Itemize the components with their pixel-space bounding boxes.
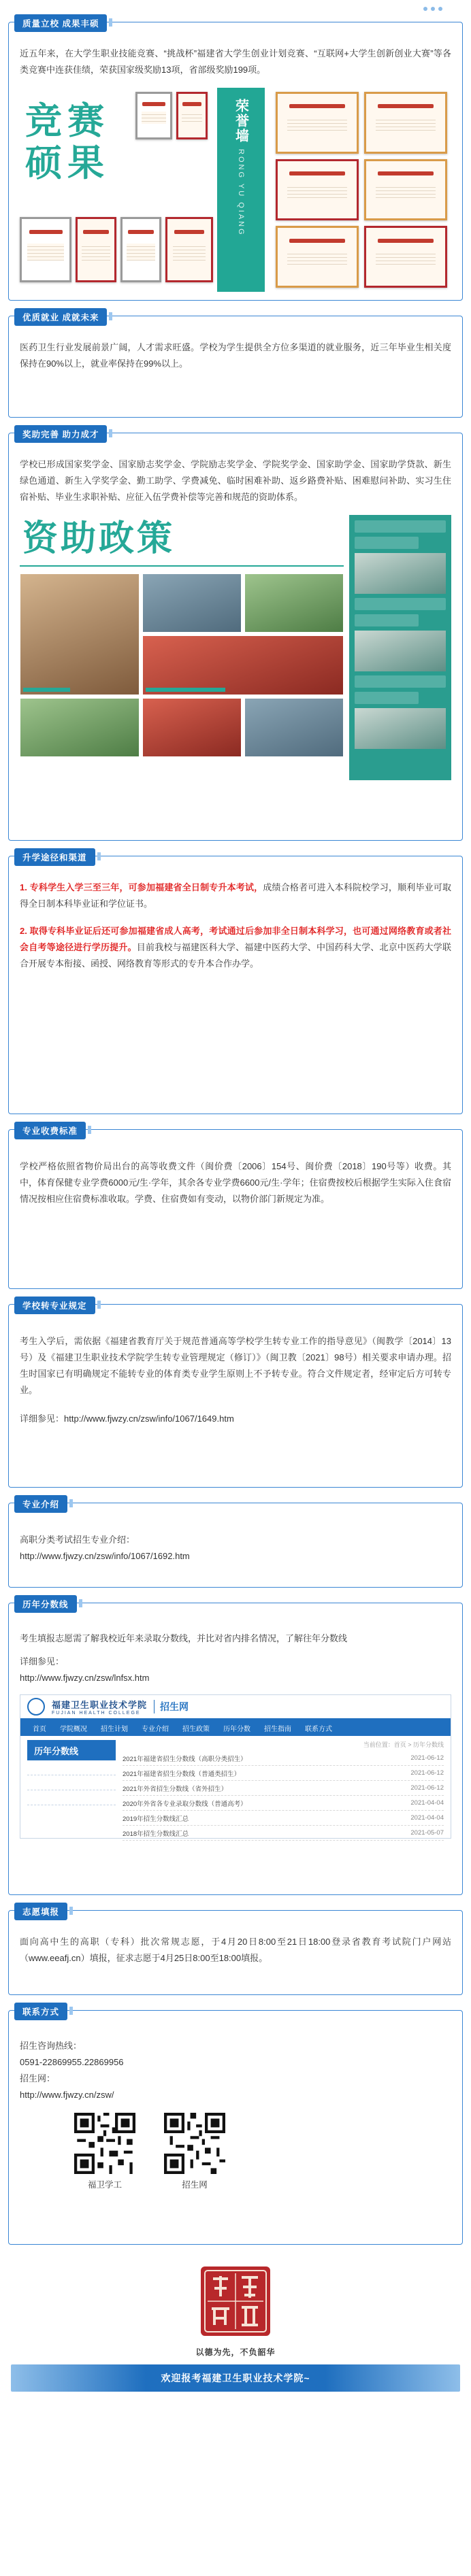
honor-panel bbox=[20, 88, 451, 292]
fees-text: 学校严格依照省物价局出台的高等收费文件（闽价费〔2006〕154号、闽价费〔2018〕190号等）收费。其中，体育保健专业学费6000元/生·学年，其余各专业学费6600元/生·学年；住宿费按校后根据学生实际入住食宿情况按相应住宿费标准收取。学费、住宿费如有变动，以物价部门新规定为准。 bbox=[20, 1161, 451, 1204]
qr-code-icon bbox=[164, 2113, 225, 2174]
aid-info-row bbox=[355, 520, 446, 533]
certificate-image bbox=[76, 217, 116, 282]
section-application bbox=[8, 1907, 463, 1995]
website-breadcrumb: 当前位置：首页 > 历年分数线 bbox=[363, 1741, 444, 1748]
section-title-employment: 优质就业 成就未来 bbox=[14, 308, 107, 326]
school-seal-icon bbox=[198, 2264, 273, 2339]
contact-site-link[interactable]: http://www.fjwzy.cn/zsw/ bbox=[20, 2090, 114, 2100]
scores-text: 考生填报志愿需了解我校近年来录取分数线，并比对省内排名情况，了解往年分数线 bbox=[20, 1633, 348, 1643]
footer-slogan-bar bbox=[11, 2364, 460, 2392]
promotion-text bbox=[20, 880, 451, 972]
aid-info-row bbox=[355, 614, 419, 626]
aid-right-panel bbox=[349, 515, 451, 780]
website-row-date: 2021-06-12 bbox=[410, 1769, 444, 1777]
aid-photo bbox=[355, 708, 446, 749]
promotion-p2-emphasis: 2. 取得专科毕业证后还可参加福建省成人高考，考试通过后参加非全日制本科学习，也可通过网络教育或者社会自考等途径进行学历提升。 bbox=[20, 926, 451, 952]
website-school-en: FUJIAN HEALTH COLLEGE bbox=[52, 1711, 141, 1716]
website-nav-item[interactable]: 学院概况 bbox=[60, 1725, 87, 1733]
aid-big-text: 资助政策 bbox=[22, 519, 176, 558]
aid-panel bbox=[20, 515, 451, 780]
scores-link[interactable]: http://www.fjwzy.cn/zsw/lnfsx.htm bbox=[20, 1673, 150, 1683]
website-nav-item[interactable]: 历年分数 bbox=[223, 1725, 250, 1733]
website-list-row[interactable] bbox=[123, 1796, 444, 1811]
section-employment bbox=[8, 313, 463, 418]
section-contact bbox=[8, 2007, 463, 2245]
section-scores bbox=[8, 1600, 463, 1895]
website-row-title: 2021年福建省招生分数线（普通类招生） bbox=[123, 1770, 241, 1778]
certificate-image bbox=[120, 217, 161, 282]
honor-wall-subtitle: RONG YU QIANG bbox=[237, 149, 245, 237]
website-row-title: 2018年招生分数线汇总 bbox=[123, 1830, 189, 1838]
section-title-aid: 奖助完善 助力成才 bbox=[14, 425, 107, 443]
aid-info-row bbox=[355, 537, 419, 549]
scores-detail-label: 详细参见： bbox=[20, 1656, 65, 1667]
majors-line: 高职分类考试招生专业介绍： bbox=[20, 1535, 135, 1545]
promotion-paragraph-2 bbox=[20, 923, 451, 972]
website-list-row[interactable] bbox=[123, 1826, 444, 1841]
certificate-image bbox=[364, 92, 447, 154]
qr-code-row bbox=[20, 2113, 451, 2190]
website-header bbox=[20, 1695, 451, 1720]
website-nav-item[interactable]: 招生指南 bbox=[264, 1725, 291, 1733]
section-majors bbox=[8, 1500, 463, 1588]
promotion-paragraph-1 bbox=[20, 880, 451, 912]
section-transfer bbox=[8, 1301, 463, 1488]
aid-divider bbox=[20, 565, 344, 567]
aid-left-panel bbox=[20, 515, 344, 780]
honor-text: 近五年来，在大学生职业技能竞赛、“挑战杯”福建省大学生创业计划竞赛、“互联网+大学生创新创业大赛”等各类竞赛中连获佳绩，荣获国家级奖励13项，省部级奖励199项。 bbox=[20, 48, 451, 75]
transfer-text: 考生入学后，需依据《福建省教育厅关于规范普通高等学校学生转专业工作的指导意见》（闽教学〔2014〕13号）及《福建卫生职业技术学院学生转专业管理规定（修订）》（闽卫教〔2021〕98号）相关要求申请办理。招生时国家已有明确规定不能转专业的体育类专业学生原则上不予转专业。符合文件规定者，经审定后方可转专业。 bbox=[20, 1336, 451, 1395]
section-title-honor: 质量立校 成果丰硕 bbox=[14, 14, 107, 32]
promotion-p1-emphasis: 1. 专科学生入学三至三年，可参加福建省全日制专升本考试， bbox=[20, 882, 263, 892]
website-body bbox=[20, 1736, 451, 1845]
employment-text: 医药卫生行业发展前景广阔，人才需求旺盛。学校为学生提供全方位多渠道的就业服务，近三年毕业生相关度保持在90%以上，就业率保持在99%以上。 bbox=[20, 342, 451, 369]
section-title-promotion: 升学途径和渠道 bbox=[14, 848, 95, 866]
honor-wall-banner bbox=[217, 88, 265, 292]
dots-decoration bbox=[423, 7, 442, 11]
website-sidebar-title: 历年分数线 bbox=[27, 1740, 116, 1760]
aid-photo bbox=[244, 698, 344, 757]
section-aid bbox=[8, 430, 463, 841]
website-row-date: 2021-05-07 bbox=[410, 1829, 444, 1837]
section-title-contact: 联系方式 bbox=[14, 2003, 67, 2020]
section-title-scores: 历年分数线 bbox=[14, 1595, 77, 1613]
website-row-title: 2021年外省招生分数线（省外招生） bbox=[123, 1785, 228, 1793]
aid-photo-grid bbox=[20, 573, 344, 757]
aid-photo bbox=[244, 573, 344, 633]
website-row-title: 2021年福建省招生分数线（高职分类招生） bbox=[123, 1755, 247, 1763]
honor-wall-title: 荣誉墙 bbox=[233, 99, 248, 144]
honor-big-text: 竞赛 硕果 bbox=[25, 99, 110, 184]
certificate-image bbox=[165, 217, 213, 282]
aid-info-row bbox=[355, 598, 446, 610]
school-logo-icon bbox=[27, 1698, 45, 1716]
website-row-date: 2021-04-04 bbox=[410, 1814, 444, 1822]
contact-site-label: 招生网： bbox=[20, 2073, 56, 2084]
majors-link[interactable]: http://www.fjwzy.cn/zsw/info/1067/1692.htm bbox=[20, 1551, 190, 1561]
footer-motto: 以德为先，不负韶华 bbox=[195, 2347, 276, 2357]
honor-left-panel bbox=[20, 88, 210, 292]
certificate-image bbox=[135, 92, 172, 139]
certificate-image bbox=[276, 92, 359, 154]
section-title-application: 志愿填报 bbox=[14, 1903, 67, 1920]
website-list-row[interactable] bbox=[123, 1766, 444, 1781]
honor-cert-row bbox=[135, 92, 210, 139]
section-title-fees: 专业收费标准 bbox=[14, 1122, 86, 1139]
qr-code-item bbox=[74, 2113, 135, 2190]
qr-code-icon bbox=[74, 2113, 135, 2174]
website-sidebar bbox=[27, 1740, 116, 1841]
promotion-p1-rest: 成绩合格者可进入本科院校学习，顺利毕业可取得全日制本科毕业证和学位证书。 bbox=[20, 882, 451, 909]
certificate-image bbox=[20, 217, 71, 282]
honor-cert-row bbox=[20, 217, 217, 282]
website-nav-item[interactable]: 专业介绍 bbox=[142, 1725, 169, 1733]
aid-photo bbox=[142, 698, 242, 757]
website-list bbox=[123, 1740, 444, 1841]
website-row-date: 2021-06-12 bbox=[410, 1784, 444, 1792]
website-nav bbox=[20, 1720, 451, 1736]
section-title-majors: 专业介绍 bbox=[14, 1495, 67, 1513]
transfer-detail bbox=[20, 1411, 451, 1427]
website-nav-item[interactable]: 招生政策 bbox=[182, 1725, 210, 1733]
aid-photo bbox=[142, 635, 344, 695]
section-title-transfer: 学校转专业规定 bbox=[14, 1297, 95, 1314]
certificate-image bbox=[276, 159, 359, 221]
website-subsite: 招生网 bbox=[154, 1700, 189, 1713]
website-list-row[interactable] bbox=[123, 1781, 444, 1796]
section-promotion bbox=[8, 853, 463, 1114]
website-school-name: 福建卫生职业技术学院 bbox=[52, 1700, 148, 1710]
footer bbox=[8, 2257, 463, 2392]
qr-code-label: 福卫学工 bbox=[87, 2180, 122, 2190]
honor-cert-grid bbox=[272, 88, 451, 292]
aid-photo bbox=[355, 631, 446, 671]
aid-info-row bbox=[355, 675, 446, 688]
section-honor bbox=[8, 19, 463, 301]
website-nav-item[interactable]: 招生计划 bbox=[101, 1725, 128, 1733]
application-text: 面向高中生的高职（专科）批次常规志愿，于4月20日8:00至21日18:00登录省教育考试院门户网站（www.eeafj.cn）填报，征求志愿于4月25日8:00至18:00填报。 bbox=[20, 1937, 451, 1963]
website-row-date: 2021-06-12 bbox=[410, 1754, 444, 1762]
website-sidebar-item bbox=[27, 1775, 116, 1790]
website-list-row[interactable] bbox=[123, 1811, 444, 1826]
certificate-image bbox=[276, 226, 359, 288]
aid-photo bbox=[20, 573, 140, 695]
website-nav-item[interactable]: 首页 bbox=[33, 1725, 46, 1733]
certificate-image bbox=[364, 159, 447, 221]
promotion-p2-rest: 目前我校与福建医科大学、福建中医药大学、中国药科大学、北京中医药大学联合开展专本衔接、函授、网络教育等形式的专升本合作办学。 bbox=[20, 942, 451, 969]
website-row-title: 2020年外省各专业录取分数线（普通高考） bbox=[123, 1800, 247, 1808]
aid-info-row bbox=[355, 692, 419, 704]
contact-phone[interactable]: 0591-22869955.22869956 bbox=[20, 2057, 124, 2067]
website-list-row[interactable] bbox=[123, 1751, 444, 1766]
website-nav-item[interactable]: 联系方式 bbox=[305, 1725, 332, 1733]
footer-slogan: 欢迎报考福建卫生职业技术学院~ bbox=[161, 2373, 310, 2383]
aid-photo bbox=[20, 698, 140, 757]
certificate-image bbox=[176, 92, 208, 139]
transfer-detail-label: 详细参见： bbox=[20, 1414, 65, 1424]
website-screenshot bbox=[20, 1694, 451, 1839]
certificate-image bbox=[364, 226, 447, 288]
transfer-detail-link[interactable]: http://www.fjwzy.cn/zsw/info/1067/1649.htm bbox=[64, 1414, 234, 1424]
website-row-date: 2021-04-04 bbox=[410, 1799, 444, 1807]
website-sidebar-item bbox=[27, 1760, 116, 1775]
website-brand bbox=[52, 1698, 147, 1716]
aid-photo bbox=[355, 553, 446, 594]
aid-text: 学校已形成国家奖学金、国家励志奖学金、学院励志奖学金、学院奖学金、国家助学金、国家助学贷款、新生绿色通道、新生入学奖学金、勤工助学、学费减免、临时困难补助、返乡路费补贴、困难慰问补助、实习生住宿补贴、毕业生求职补贴、应征入伍学费补偿等完善和规范的资助体系。 bbox=[20, 459, 451, 502]
aid-photo bbox=[142, 573, 242, 633]
qr-code-item bbox=[164, 2113, 225, 2190]
website-sidebar-item bbox=[27, 1790, 116, 1805]
website-row-title: 2019年招生分数线汇总 bbox=[123, 1815, 189, 1823]
contact-phone-label: 招生咨询热线： bbox=[20, 2041, 82, 2051]
qr-code-label: 招生网 bbox=[182, 2180, 208, 2190]
section-fees bbox=[8, 1126, 463, 1289]
